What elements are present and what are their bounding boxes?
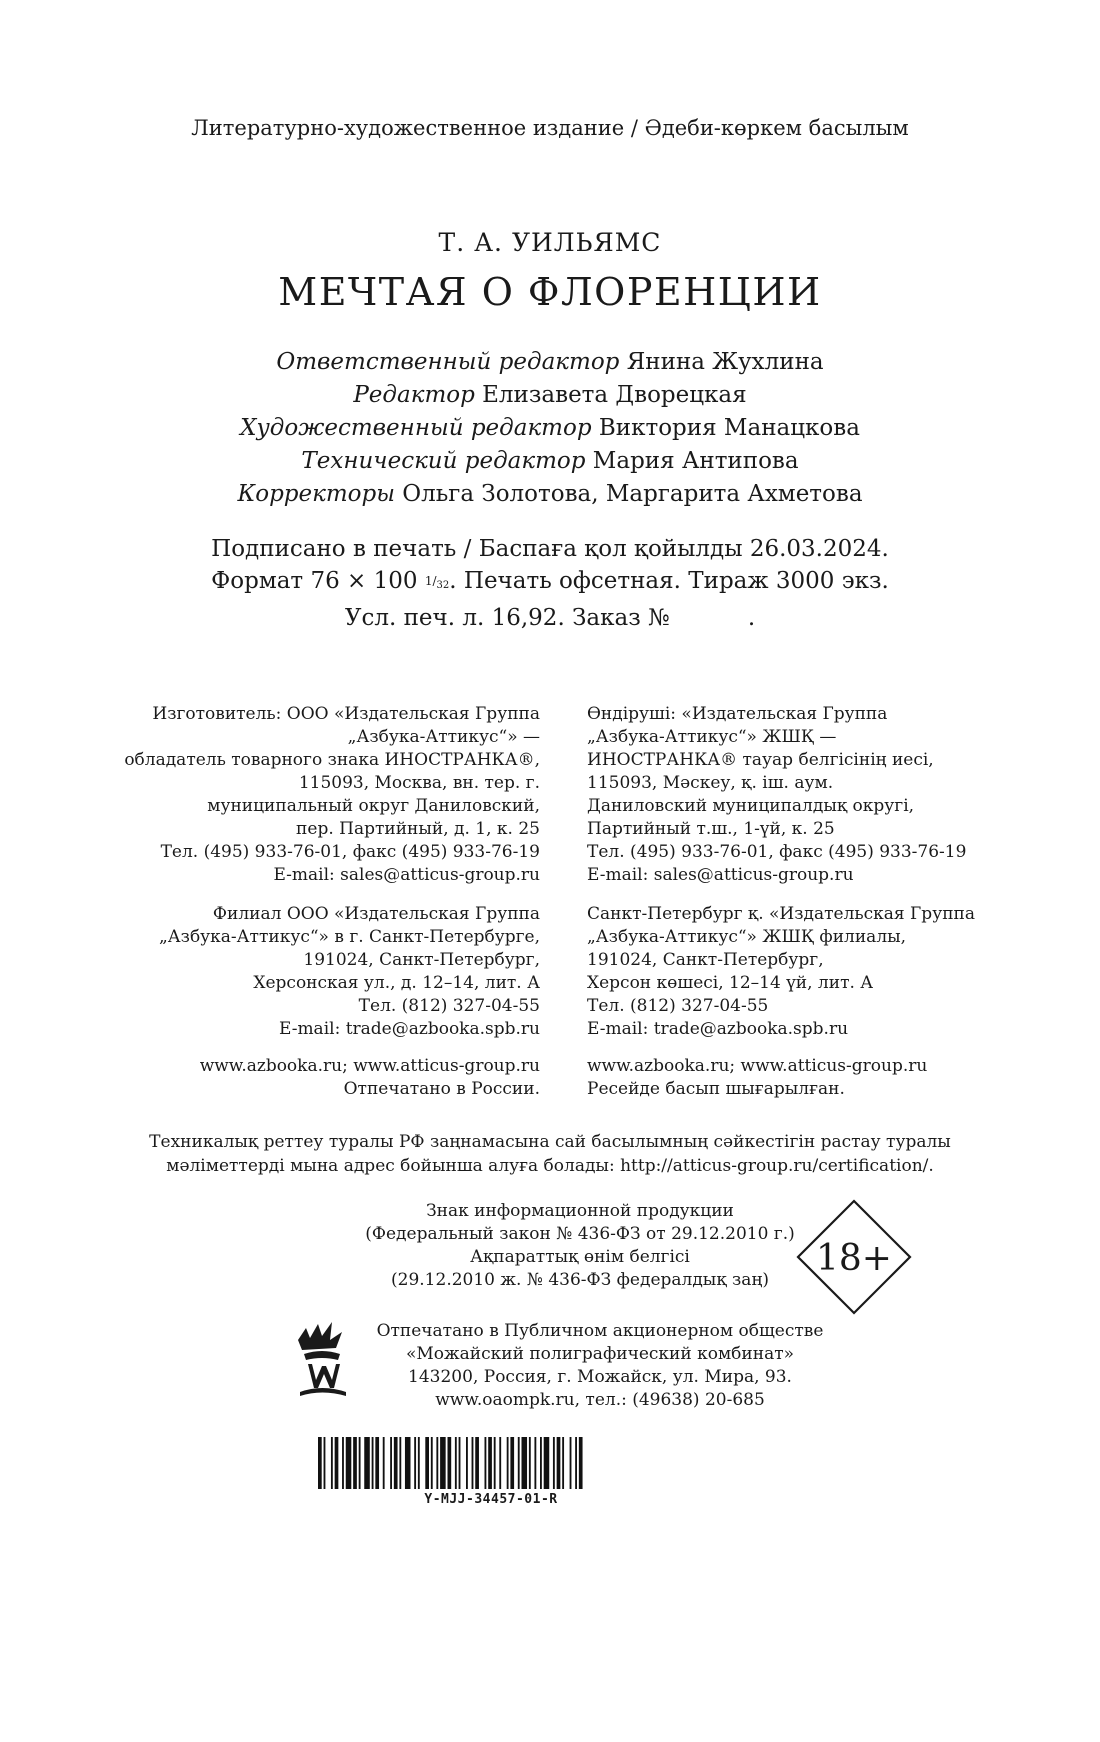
manufacturer-ru-line: обладатель товарного знака ИНОСТРАНКА®, (124, 750, 540, 770)
edition-type: Литературно-художественное издание / Әдеби-көркем басылым (191, 116, 909, 140)
web-kz-line: www.azbooka.ru; www.atticus-group.ru (587, 1056, 928, 1076)
certification (0, 1130, 1100, 1178)
format-den: 32 (436, 580, 450, 591)
branch-ru-line: Филиал ООО «Издательская Группа (212, 904, 540, 924)
barcode-text: Y-MJJ-34457-01-R (424, 1492, 558, 1507)
web-kz (587, 1055, 927, 1101)
credit-name: Елизавета Дворецкая (474, 382, 747, 408)
credit-line (0, 379, 1100, 412)
manufacturer-kz-line: 115093, Мәскеу, қ. іш. аум. (587, 773, 834, 793)
credit-name: Янина Жухлина (619, 349, 824, 375)
info-sign-line: (29.12.2010 ж. № 436-ФЗ федералдық заң) (391, 1270, 769, 1290)
credit-line (0, 412, 1100, 445)
printer-info (350, 1320, 850, 1412)
web-ru (200, 1055, 540, 1101)
book-title: МЕЧТАЯ О ФЛОРЕНЦИИ (278, 270, 822, 314)
manufacturer-ru-line: „Азбука-Аттикус“» — (347, 727, 540, 747)
web-ru-line: www.azbooka.ru; www.atticus-group.ru (199, 1056, 540, 1076)
printer-line: www.oaompk.ru, тел.: (49638) 20-685 (435, 1390, 765, 1410)
credit-role: Корректоры (237, 481, 395, 507)
format-fraction: $1/_{32}$ (424, 574, 450, 591)
credit-name: Мария Антипова (585, 448, 799, 474)
branch-ru-line: Тел. (812) 327-04-55 (358, 996, 540, 1016)
age-rating-badge (794, 1197, 914, 1317)
volume-text: Усл. печ. л. 16,92. Заказ № (344, 605, 670, 631)
format-prefix: Формат 76 × 100 (211, 568, 425, 594)
print-info (0, 533, 1100, 634)
certification-line: мәліметтерді мына адрес бойынша алуға болады: http://atticus-group.ru/certification/. (166, 1156, 934, 1176)
printer-line: 143200, Россия, г. Можайск, ул. Мира, 93. (408, 1367, 792, 1387)
web-kz-line: Ресейде басып шығарылған. (587, 1079, 845, 1099)
manufacturer-kz (587, 703, 966, 887)
author: Т. А. УИЛЬЯМС (438, 228, 662, 257)
info-sign-line: (Федеральный закон № 436-ФЗ от 29.12.2010 г.) (365, 1224, 795, 1244)
branch-kz-line: E-mail: trade@azbooka.spb.ru (587, 1019, 849, 1039)
barcode (318, 1437, 664, 1489)
age-rating-text: 18+ (816, 1238, 892, 1279)
credit-role: Технический редактор (301, 448, 586, 474)
manufacturer-ru-line: 115093, Москва, вн. тер. г. (298, 773, 540, 793)
branch-ru-line: Херсонская ул., д. 12–14, лит. А (253, 973, 540, 993)
credits (0, 346, 1100, 511)
manufacturer-ru-line: пер. Партийный, д. 1, к. 25 (296, 819, 540, 839)
web-ru-line: Отпечатано в России. (343, 1079, 540, 1099)
format-suffix: . Печать офсетная. Тираж 3000 экз. (449, 568, 889, 594)
branch-kz-line: Херсон көшесі, 12–14 үй, лит. А (587, 973, 874, 993)
manufacturer-ru-line: Тел. (495) 933-76-01, факс (495) 933-76-19 (160, 842, 540, 862)
branch-kz-line: Санкт-Петербург қ. «Издательская Группа (587, 904, 975, 924)
credit-line (0, 478, 1100, 511)
branch-kz-line: 191024, Санкт-Петербург, (587, 950, 824, 970)
manufacturer-ru-line: Изготовитель: ООО «Издательская Группа (152, 704, 540, 724)
credit-line (0, 445, 1100, 478)
info-sign-line: Ақпараттық өнім белгісі (470, 1247, 690, 1267)
volume-end: . (747, 605, 756, 631)
print-volume (0, 602, 1100, 634)
credit-role: Художественный редактор (240, 415, 592, 441)
print-signed: Подписано в печать / Баспаға қол қойылды 26.03.2024. (211, 536, 889, 562)
manufacturer-kz-line: Партийный т.ш., 1-үй, к. 25 (587, 819, 835, 839)
manufacturer-ru (124, 703, 540, 887)
branch-kz (587, 903, 975, 1041)
credit-name: Виктория Манацкова (591, 415, 860, 441)
branch-ru-line: 191024, Санкт-Петербург, (303, 950, 540, 970)
branch-ru (159, 903, 540, 1041)
manufacturer-ru-line: муниципальный округ Даниловский, (207, 796, 540, 816)
branch-ru-line: „Азбука-Аттикус“» в г. Санкт-Петербурге, (158, 927, 540, 947)
print-format (0, 565, 1100, 602)
credit-role: Ответственный редактор (276, 349, 620, 375)
manufacturer-kz-line: E-mail: sales@atticus-group.ru (587, 865, 854, 885)
manufacturer-kz-line: ИНОСТРАНКА® тауар белгісінің иесі, (587, 750, 934, 770)
manufacturer-kz-line: Тел. (495) 933-76-01, факс (495) 933-76-19 (587, 842, 967, 862)
manufacturer-ru-line: E-mail: sales@atticus-group.ru (273, 865, 540, 885)
credit-role: Редактор (353, 382, 475, 408)
branch-kz-line: „Азбука-Аттикус“» ЖШҚ филиалы, (587, 927, 907, 947)
manufacturer-kz-line: „Азбука-Аттикус“» ЖШҚ — (587, 727, 837, 747)
branch-ru-line: E-mail: trade@azbooka.spb.ru (278, 1019, 540, 1039)
printer-logo-icon (292, 1318, 354, 1398)
credit-line (0, 346, 1100, 379)
info-sign-line: Знак информационной продукции (426, 1201, 734, 1221)
credit-name: Ольга Золотова, Маргарита Ахметова (395, 481, 863, 507)
branch-kz-line: Тел. (812) 327-04-55 (587, 996, 769, 1016)
format-num: 1 (424, 574, 433, 588)
info-sign (330, 1200, 830, 1292)
printer-line: «Можайский полиграфический комбинат» (405, 1344, 795, 1364)
manufacturer-kz-line: Өндіруші: «Издательская Группа (587, 704, 888, 724)
printer-line: Отпечатано в Публичном акционерном обществе (376, 1321, 824, 1341)
certification-line: Техникалық реттеу туралы РФ заңнамасына сай басылымның сәйкестігін растау туралы (149, 1132, 951, 1152)
manufacturer-kz-line: Даниловский муниципалдық округі, (587, 796, 915, 816)
